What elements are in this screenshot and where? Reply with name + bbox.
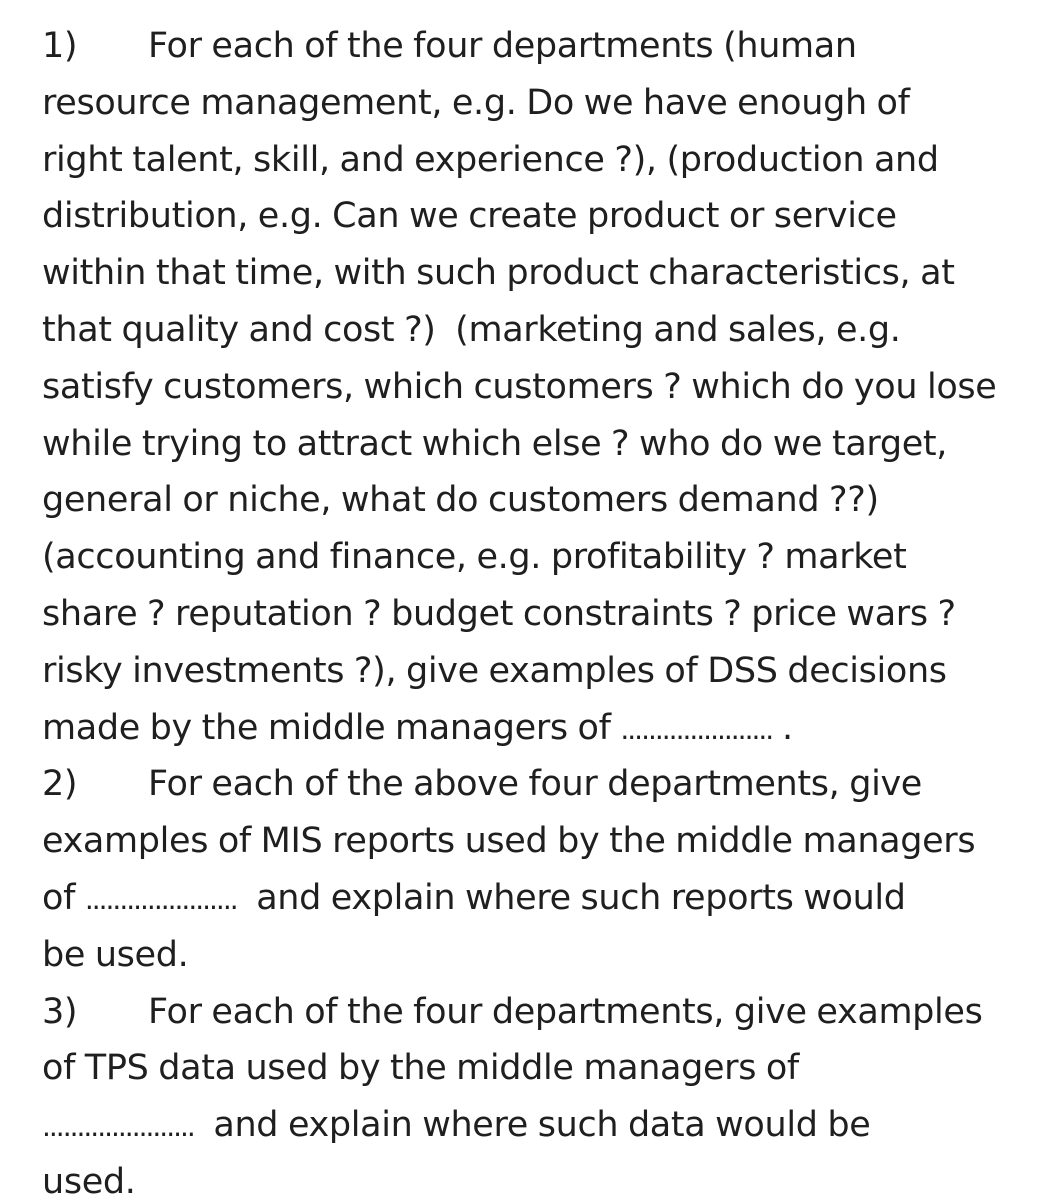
q1-text-line: resource management, e.g. Do we have enough of xyxy=(42,82,910,123)
q3-text-line: For each of the four departments, give examples xyxy=(148,991,983,1032)
q3-blank: ...................... xyxy=(42,1110,194,1144)
q1-text-line: distribution, e.g. Can we create product or service xyxy=(42,196,897,237)
q2-line-4 xyxy=(42,927,1051,984)
q2-text-line: For each of the above four departments, give xyxy=(148,764,922,805)
q1-line-11 xyxy=(42,586,1051,643)
q3-text-line: used. xyxy=(42,1161,136,1194)
q2-number: 2) xyxy=(42,764,78,805)
q3-number: 3) xyxy=(42,991,78,1032)
q1-number: 1) xyxy=(42,26,78,66)
q2-blank: ...................... xyxy=(84,882,237,916)
question-text-block xyxy=(42,18,1051,1194)
q1-text-line: made by the middle managers of xyxy=(42,707,611,748)
q1-line-13 xyxy=(42,700,1051,757)
q1-line-7 xyxy=(42,359,1051,416)
q1-text-line: risky investments ?), give examples of DSS decisions xyxy=(42,650,947,691)
q1-line-8 xyxy=(42,416,1051,473)
q1-text-line: For each of the four departments (human xyxy=(148,26,857,66)
q2-line-1 xyxy=(42,756,1051,813)
q1-period: . xyxy=(781,707,793,748)
q2-line-3 xyxy=(42,870,1051,927)
q2-text-line: be used. xyxy=(42,934,189,975)
q1-text-line: satisfy customers, which customers ? which do you lose xyxy=(42,366,997,407)
q3-text-line: and explain where such data would be xyxy=(213,1105,871,1146)
q2-text-line: of xyxy=(42,877,76,918)
q1-text-line: right talent, skill, and experience ?), (production and xyxy=(42,139,939,180)
q1-line-1 xyxy=(42,18,1051,75)
q1-line-6 xyxy=(42,302,1051,359)
q1-text-line: within that time, with such product characteristics, at xyxy=(42,253,955,294)
q1-line-3 xyxy=(42,132,1051,189)
q3-line-1 xyxy=(42,984,1051,1041)
q1-text-line: (accounting and finance, e.g. profitability ? market xyxy=(42,537,907,578)
q1-text-line: while trying to attract which else ? who do we target, xyxy=(42,423,948,464)
q1-blank: ...................... xyxy=(620,712,773,746)
q3-line-3 xyxy=(42,1097,1051,1154)
q1-line-12 xyxy=(42,643,1051,700)
q1-line-10 xyxy=(42,529,1051,586)
q1-text-line: general or niche, what do customers demand ??) xyxy=(42,480,879,521)
q1-line-2 xyxy=(42,75,1051,132)
q2-text-line: and explain where such reports would xyxy=(256,877,906,918)
q2-line-2 xyxy=(42,813,1051,870)
q3-line-2 xyxy=(42,1040,1051,1097)
q1-line-5 xyxy=(42,245,1051,302)
q3-line-4 xyxy=(42,1154,1051,1194)
q2-text-line: examples of MIS reports used by the middle managers xyxy=(42,821,976,862)
q1-text-line: share ? reputation ? budget constraints ? price wars ? xyxy=(42,593,956,634)
q1-line-4 xyxy=(42,188,1051,245)
q3-text-line: of TPS data used by the middle managers of xyxy=(42,1048,799,1089)
q1-line-9 xyxy=(42,472,1051,529)
q1-text-line: that quality and cost ?) (marketing and sales, e.g. xyxy=(42,309,901,350)
